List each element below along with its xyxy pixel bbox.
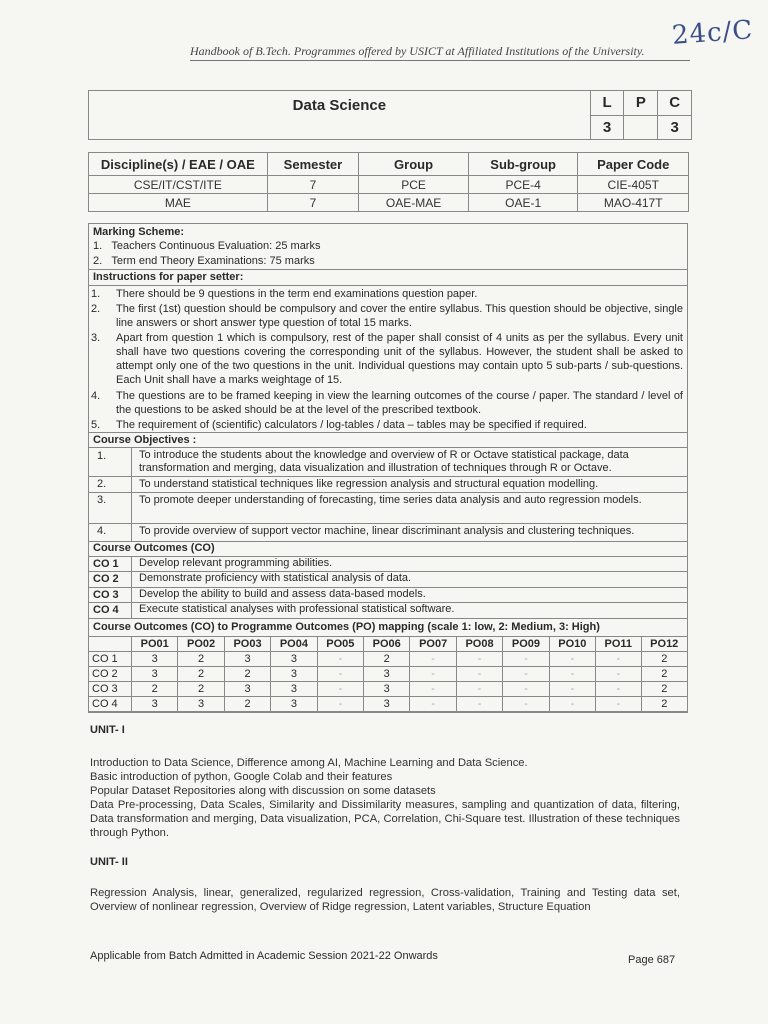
table-cell: 3	[364, 667, 410, 682]
mapping-header-row	[89, 637, 688, 652]
unit-1-line: Popular Dataset Repositories along with discussion on some datasets	[90, 785, 436, 797]
instruction-number: 5.	[91, 419, 101, 431]
table-cell: 3	[271, 667, 317, 682]
item-number: 2.	[93, 255, 103, 267]
table-cell: -	[456, 697, 502, 712]
objective-number: 2.	[97, 478, 107, 490]
unit-1-heading: UNIT- I	[90, 724, 125, 736]
col-header: Semester	[267, 153, 359, 176]
table-cell: MAO-417T	[578, 194, 689, 212]
table-cell: 2	[132, 682, 178, 697]
col-header: PO07	[410, 637, 456, 652]
table-cell: PCE-4	[468, 176, 578, 194]
item-text: Teachers Continuous Evaluation: 25 marks	[111, 240, 321, 252]
marking-scheme-heading: Marking Scheme:	[93, 226, 185, 238]
col-header: PO02	[178, 637, 224, 652]
table-cell: 2	[641, 667, 688, 682]
table-cell: CIE-405T	[578, 176, 689, 194]
table-cell: -	[549, 682, 595, 697]
table-cell: 2	[178, 667, 224, 682]
objective-text: To promote deeper understanding of forecasting, time series data analysis and auto regression models.	[139, 494, 642, 506]
table-cell: -	[596, 667, 641, 682]
instruction-number: 4.	[91, 390, 101, 402]
instruction-text: There should be 9 questions in the term end examinations question paper.	[116, 288, 478, 300]
row-header: CO 4	[89, 697, 132, 712]
outcome-text: Demonstrate proficiency with statistical analysis of data.	[139, 572, 412, 584]
table-cell: -	[549, 697, 595, 712]
table-cell: 2	[641, 697, 688, 712]
table-cell: -	[317, 682, 363, 697]
table-cell: 3	[132, 652, 178, 667]
objective-number: 3.	[97, 494, 107, 506]
applicable-note: Applicable from Batch Admitted in Academic Session 2021-22 Onwards	[90, 950, 438, 962]
unit-2-paragraph: Regression Analysis, linear, generalized, regularized regression, Cross-validation, Training and Testing data set, Overview of nonlinear regression, Overview of Ridge regression, Latent variables, Structure Equation	[90, 887, 680, 913]
table-cell: 3	[132, 697, 178, 712]
outcome-code: CO 1	[93, 558, 119, 570]
table-cell: 3	[132, 667, 178, 682]
table-cell: 7	[267, 194, 359, 212]
col-header: PO08	[456, 637, 502, 652]
course-title: Data Science	[89, 91, 591, 140]
table-cell: MAE	[89, 194, 268, 212]
mapping-heading: Course Outcomes (CO) to Programme Outcomes (PO) mapping (scale 1: low, 2: Medium, 3: High)	[93, 621, 600, 633]
item-text: Term end Theory Examinations: 75 marks	[111, 255, 315, 267]
page-number: Page 687	[628, 954, 676, 966]
table-cell: -	[503, 697, 549, 712]
table-cell: -	[456, 667, 502, 682]
col-header: PO11	[596, 637, 641, 652]
table-cell: OAE-MAE	[359, 194, 469, 212]
table-cell: -	[317, 697, 363, 712]
table-cell: 3	[271, 652, 317, 667]
table-cell: 2	[224, 667, 270, 682]
objectives-heading: Course Objectives :	[93, 434, 197, 446]
lpc-header-c: C	[658, 91, 692, 116]
table-cell: -	[410, 652, 456, 667]
objective-number: 4.	[97, 525, 107, 537]
table-cell: -	[549, 652, 595, 667]
table-cell: 3	[178, 697, 224, 712]
col-header: Group	[359, 153, 469, 176]
unit-1-paragraph: Data Pre-processing, Data Scales, Similarity and Dissimilarity measures, sampling and quantization of data, filtering, Data transformation and merging, Data visualization, PCA, Correlation, Chi-Square test. Illustration of these techniques through Python.	[90, 799, 680, 839]
table-row	[89, 176, 689, 194]
table-cell: -	[596, 652, 641, 667]
row-header: CO 3	[89, 682, 132, 697]
unit-1-line: Basic introduction of python, Google Colab and their features	[90, 771, 393, 783]
unit-1-line: Introduction to Data Science, Difference among AI, Machine Learning and Data Science.	[90, 757, 528, 769]
marking-item	[93, 254, 683, 268]
table-cell: 3	[224, 652, 270, 667]
table-cell: 2	[178, 682, 224, 697]
table-cell: 3	[364, 682, 410, 697]
running-head: Handbook of B.Tech. Programmes offered by USICT at Affiliated Institutions of the University.	[190, 44, 690, 61]
table-cell: -	[317, 667, 363, 682]
col-header: Sub-group	[468, 153, 578, 176]
col-header: PO12	[641, 637, 688, 652]
discipline-table	[88, 152, 689, 212]
table-cell: CSE/IT/CST/ITE	[89, 176, 268, 194]
table-row	[89, 682, 688, 697]
instruction-number: 2.	[91, 303, 101, 315]
instruction-number: 1.	[91, 288, 101, 300]
outcome-code: CO 2	[93, 573, 119, 585]
instructions-heading: Instructions for paper setter:	[93, 271, 244, 283]
col-header	[89, 637, 132, 652]
col-header: PO03	[224, 637, 270, 652]
outcome-text: Develop the ability to build and assess data-based models.	[139, 588, 426, 600]
lpc-header-p: P	[624, 91, 658, 116]
course-title-block	[88, 90, 692, 140]
table-cell: -	[549, 667, 595, 682]
table-cell: -	[503, 682, 549, 697]
table-cell: 2	[641, 682, 688, 697]
instruction-text: The questions are to be framed keeping in view the learning outcomes of the course / paper. The standard / level of the questions to be asked should be at the level of the prescribed textbook.	[116, 390, 683, 416]
table-cell: 2	[641, 652, 688, 667]
objective-text: To introduce the students about the knowledge and overview of R or Octave statistical package, data transformation and merging, data visualization and illustration of techniques through R or Octave.	[139, 449, 629, 474]
table-cell: -	[317, 652, 363, 667]
table-cell: 3	[271, 697, 317, 712]
table-cell: -	[596, 682, 641, 697]
row-header: CO 2	[89, 667, 132, 682]
col-header: PO05	[317, 637, 363, 652]
table-cell: -	[410, 697, 456, 712]
instruction-number: 3.	[91, 332, 101, 344]
table-cell: 3	[271, 682, 317, 697]
table-cell: -	[410, 667, 456, 682]
table-cell: -	[456, 682, 502, 697]
table-cell: 3	[364, 697, 410, 712]
col-header: PO09	[503, 637, 549, 652]
table-row	[89, 194, 689, 212]
table-row	[89, 667, 688, 682]
unit-2-heading: UNIT- II	[90, 856, 128, 868]
table-cell: -	[410, 682, 456, 697]
objective-text: To understand statistical techniques like regression analysis and structural equation modelling.	[139, 478, 599, 490]
outcome-code: CO 4	[93, 604, 119, 616]
outcomes-heading: Course Outcomes (CO)	[93, 542, 215, 554]
table-row	[89, 652, 688, 667]
table-cell: -	[596, 697, 641, 712]
handwritten-annotation: 24c/C	[671, 15, 755, 51]
lpc-value-c: 3	[658, 115, 692, 140]
col-header: PO01	[132, 637, 178, 652]
table-cell: 2	[178, 652, 224, 667]
table-cell: 2	[364, 652, 410, 667]
co-po-mapping-table	[88, 636, 688, 712]
instruction-text: Apart from question 1 which is compulsory, rest of the paper shall consist of 4 units as per the syllabus. Every unit shall have two questions covering the corresponding unit of the syllabus. However, the student shall be asked to attempt only one of the two questions in the unit. Individual questions may contain upto 5 sub-parts / sub-questions. Each Unit shall have a marks weightage of 15.	[116, 332, 683, 386]
table-cell: -	[503, 652, 549, 667]
lpc-header-l: L	[590, 91, 624, 116]
col-header: PO06	[364, 637, 410, 652]
table-cell: PCE	[359, 176, 469, 194]
instruction-text: The requirement of (scientific) calculators / log-tables / data – tables may be specified if required.	[116, 419, 587, 431]
col-header: Paper Code	[578, 153, 689, 176]
table-cell: 3	[224, 682, 270, 697]
outcome-text: Execute statistical analyses with professional statistical software.	[139, 603, 455, 615]
marking-item	[93, 239, 683, 253]
outcome-text: Develop relevant programming abilities.	[139, 557, 333, 569]
table-row	[89, 697, 688, 712]
discipline-header-row	[89, 153, 689, 176]
table-cell: -	[503, 667, 549, 682]
table-cell: 2	[224, 697, 270, 712]
col-header: PO04	[271, 637, 317, 652]
scheme-block	[88, 223, 688, 713]
instruction-text: The first (1st) question should be compulsory and cover the entire syllabus. This question should be objective, single line answers or short answer type question of total 15 marks.	[116, 303, 683, 329]
outcome-code: CO 3	[93, 589, 119, 601]
col-header: Discipline(s) / EAE / OAE	[89, 153, 268, 176]
lpc-value-l: 3	[590, 115, 624, 140]
item-number: 1.	[93, 240, 103, 252]
objective-number: 1.	[97, 450, 107, 462]
objective-text: To provide overview of support vector machine, linear discriminant analysis and clustering techniques.	[139, 525, 635, 537]
table-cell: -	[456, 652, 502, 667]
col-header: PO10	[549, 637, 595, 652]
table-cell: OAE-1	[468, 194, 578, 212]
table-cell: 7	[267, 176, 359, 194]
row-header: CO 1	[89, 652, 132, 667]
lpc-value-p	[624, 115, 658, 140]
